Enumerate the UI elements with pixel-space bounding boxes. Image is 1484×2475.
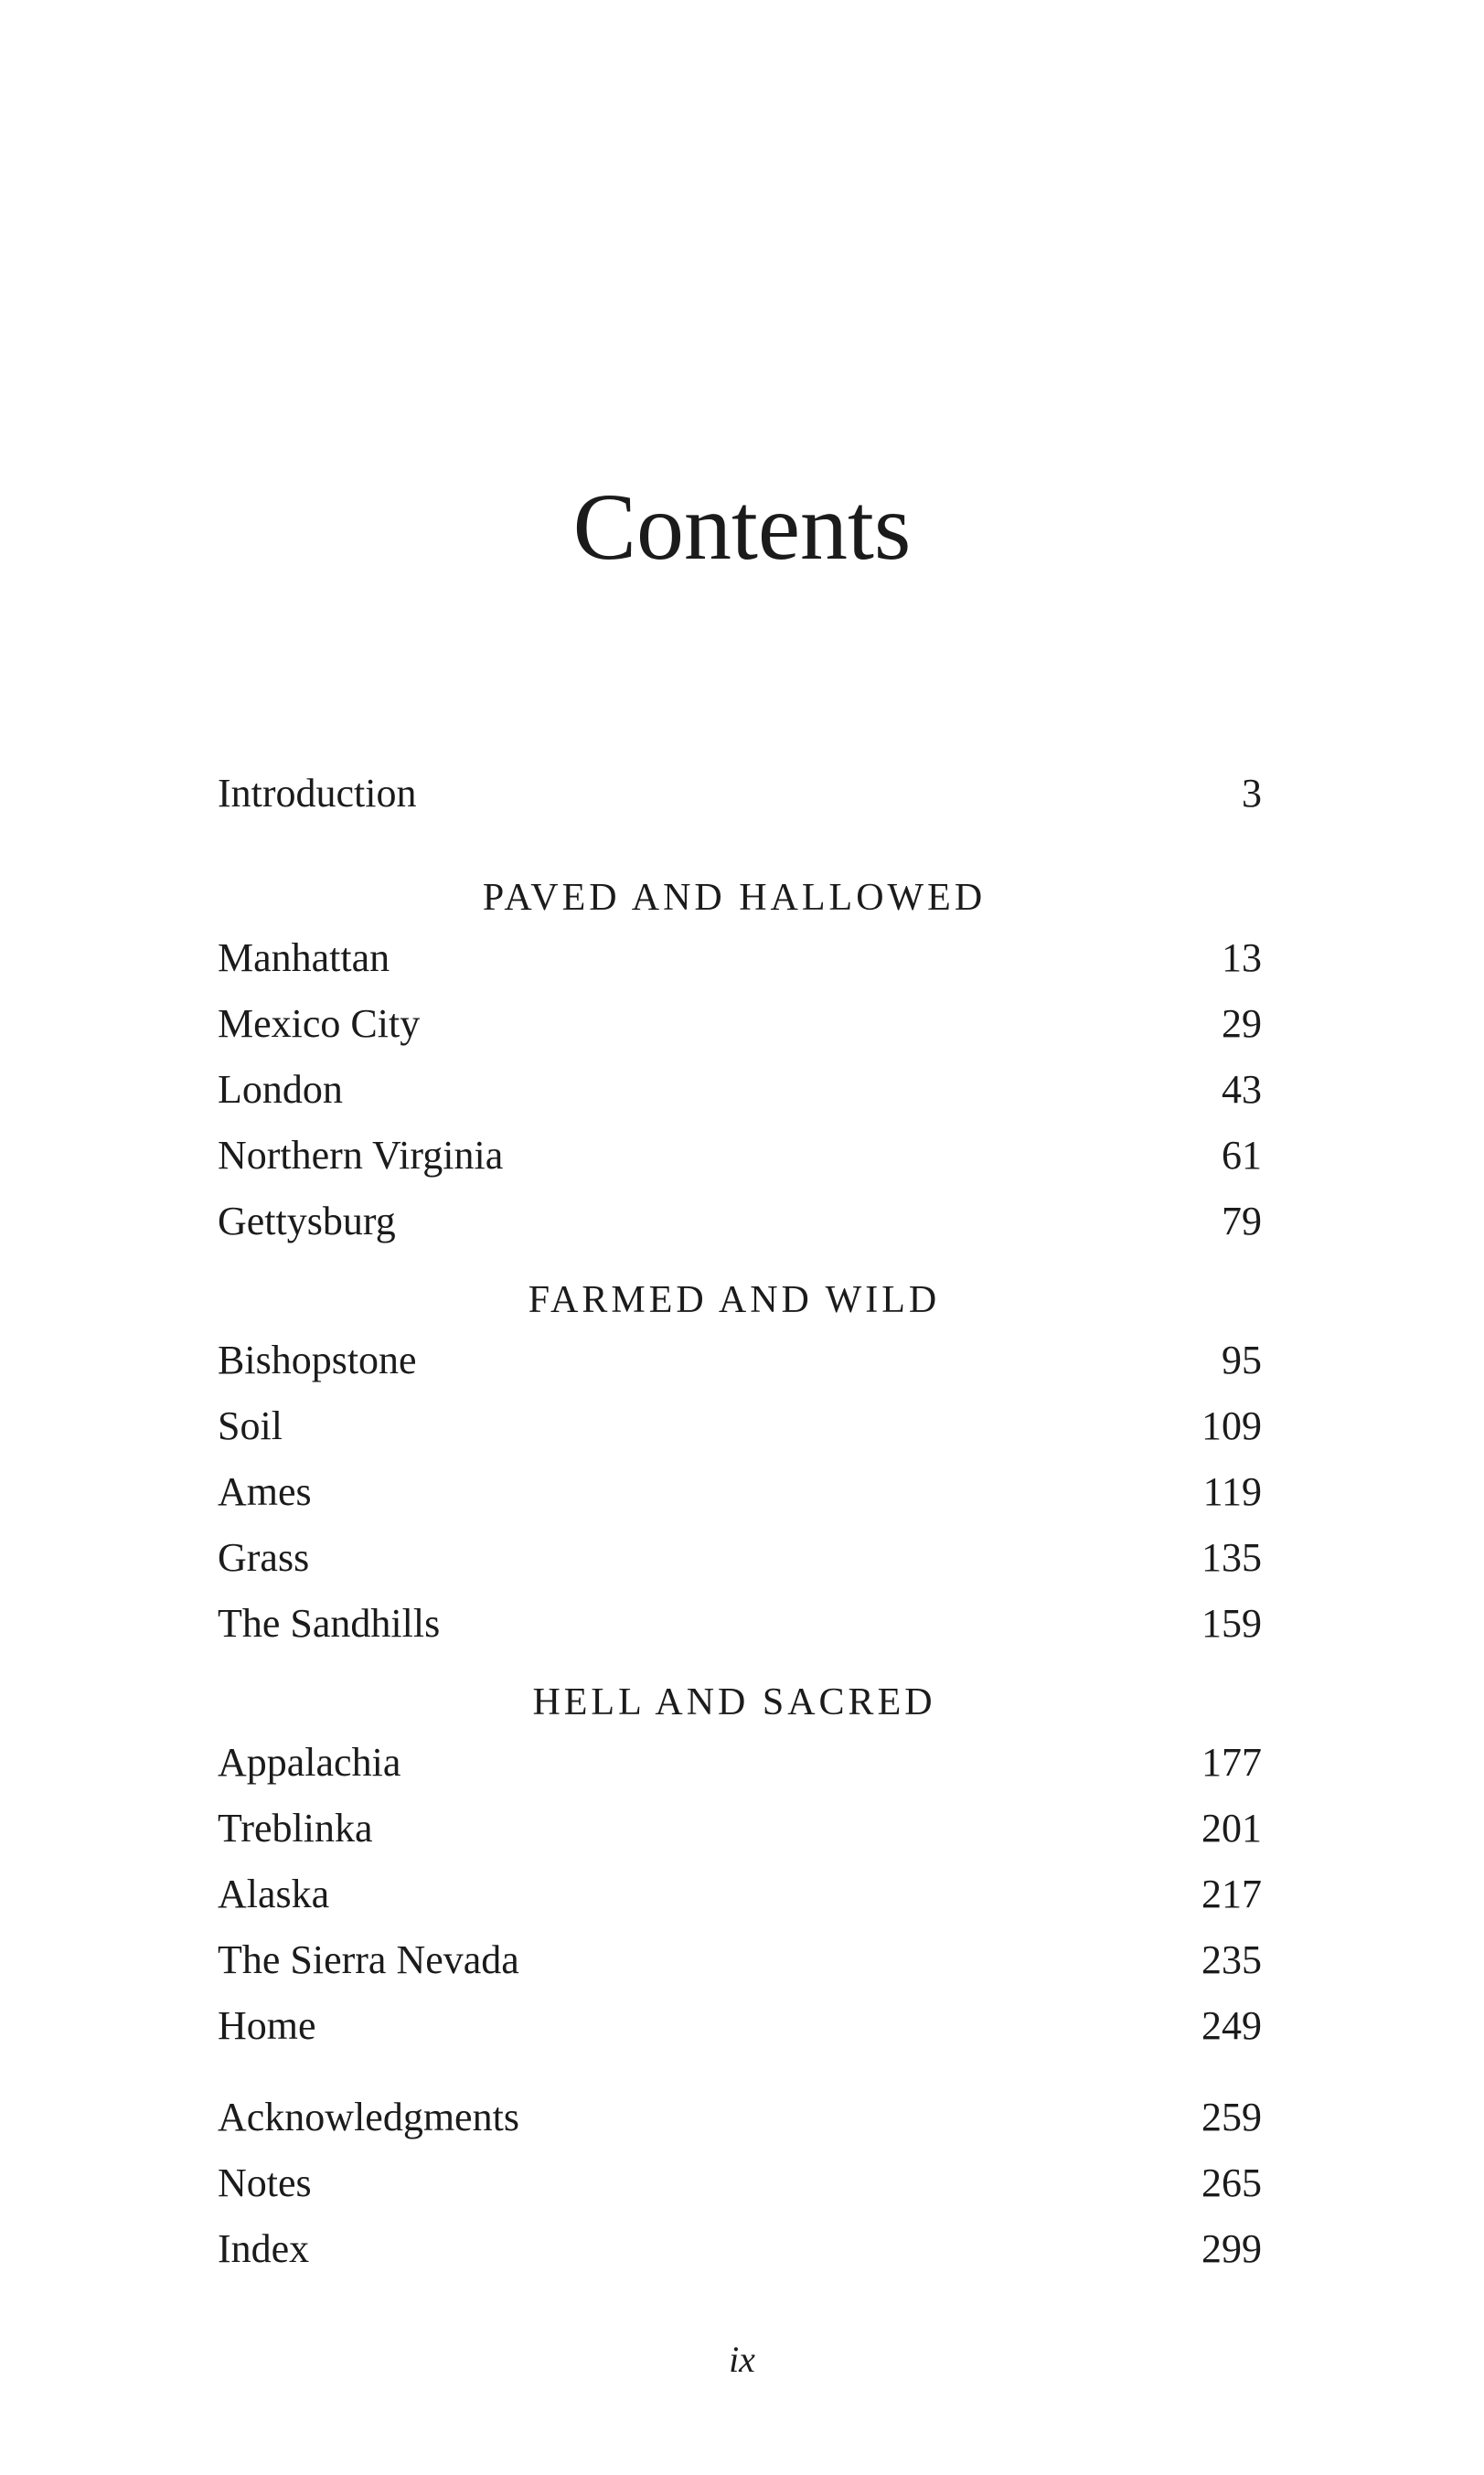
toc-entry-page: 13	[1222, 935, 1262, 980]
toc-entry[interactable]	[218, 1596, 1262, 1651]
toc-entry-page: 249	[1201, 2003, 1262, 2048]
page-number-folio: ix	[729, 2339, 755, 2380]
toc-entry-title: Northern Virginia	[218, 1133, 504, 1178]
toc-entry[interactable]	[218, 1933, 1262, 1988]
toc-entry-index[interactable]	[218, 2222, 1262, 2277]
section-heading-paved-and-hallowed: PAVED AND HALLOWED	[482, 877, 987, 919]
toc-entry[interactable]	[218, 997, 1262, 1051]
toc-entry-title: Gettysburg	[218, 1199, 396, 1243]
toc-entry-page: 61	[1222, 1133, 1262, 1178]
toc-entry[interactable]	[218, 1801, 1262, 1856]
toc-entry[interactable]	[218, 1194, 1262, 1249]
toc-entry[interactable]	[218, 1128, 1262, 1183]
toc-entry-page: 159	[1201, 1601, 1262, 1646]
toc-entry-title: Ames	[218, 1469, 312, 1514]
toc-entry-page: 43	[1222, 1067, 1262, 1112]
toc-entry-title: Home	[218, 2003, 316, 2048]
table-of-contents	[218, 0, 1262, 2475]
section-heading-hell-and-sacred: HELL AND SACRED	[532, 1681, 936, 1723]
toc-entry[interactable]	[218, 1465, 1262, 1520]
toc-entry-title: Mexico City	[218, 1001, 421, 1046]
toc-entry-page: 177	[1201, 1740, 1262, 1785]
toc-entry-page: 299	[1201, 2226, 1262, 2271]
toc-entry-title: Index	[218, 2226, 310, 2271]
toc-entry[interactable]	[218, 1999, 1262, 2054]
toc-entry-page: 201	[1201, 1806, 1262, 1851]
section-heading-farmed-and-wild: FARMED AND WILD	[528, 1279, 941, 1321]
toc-entry-page: 119	[1202, 1469, 1262, 1514]
toc-entry-title: Manhattan	[218, 935, 390, 980]
toc-entry[interactable]	[218, 1531, 1262, 1585]
toc-entry-page: 217	[1201, 1872, 1262, 1916]
toc-entry-title: Bishopstone	[218, 1338, 417, 1382]
toc-entry-title: Alaska	[218, 1872, 330, 1916]
toc-entry[interactable]	[218, 1867, 1262, 1922]
toc-entry-page: 235	[1201, 1937, 1262, 1982]
toc-entry-title: The Sandhills	[218, 1601, 441, 1646]
toc-entry-page: 265	[1201, 2160, 1262, 2205]
toc-entry-page: 95	[1222, 1338, 1262, 1382]
toc-entry[interactable]	[218, 1062, 1262, 1117]
toc-entry-title: Treblinka	[218, 1806, 373, 1851]
toc-entry[interactable]	[218, 1735, 1262, 1790]
toc-entry[interactable]	[218, 931, 1262, 986]
toc-entry-page: 3	[1242, 771, 1262, 816]
toc-entry-notes[interactable]	[218, 2156, 1262, 2211]
toc-entry-title: Soil	[218, 1403, 283, 1448]
toc-entry-introduction[interactable]	[218, 766, 1262, 821]
toc-entry-title: Acknowledgments	[218, 2095, 519, 2139]
toc-entry-title: Appalachia	[218, 1740, 401, 1785]
toc-entry-title: London	[218, 1067, 343, 1112]
toc-entry-page: 109	[1201, 1403, 1262, 1448]
toc-entry[interactable]	[218, 1399, 1262, 1454]
toc-entry-page: 259	[1201, 2095, 1262, 2139]
toc-entry-title: The Sierra Nevada	[218, 1937, 519, 1982]
toc-entry-title: Notes	[218, 2160, 312, 2205]
toc-entry-page: 29	[1222, 1001, 1262, 1046]
toc-entry[interactable]	[218, 1333, 1262, 1388]
toc-entry-title: Grass	[218, 1535, 310, 1580]
page-title: Contents	[572, 475, 912, 580]
toc-entry-page: 135	[1201, 1535, 1262, 1580]
toc-entry-page: 79	[1222, 1199, 1262, 1243]
toc-entry-acknowledgments[interactable]	[218, 2090, 1262, 2145]
toc-entry-title: Introduction	[218, 771, 417, 816]
